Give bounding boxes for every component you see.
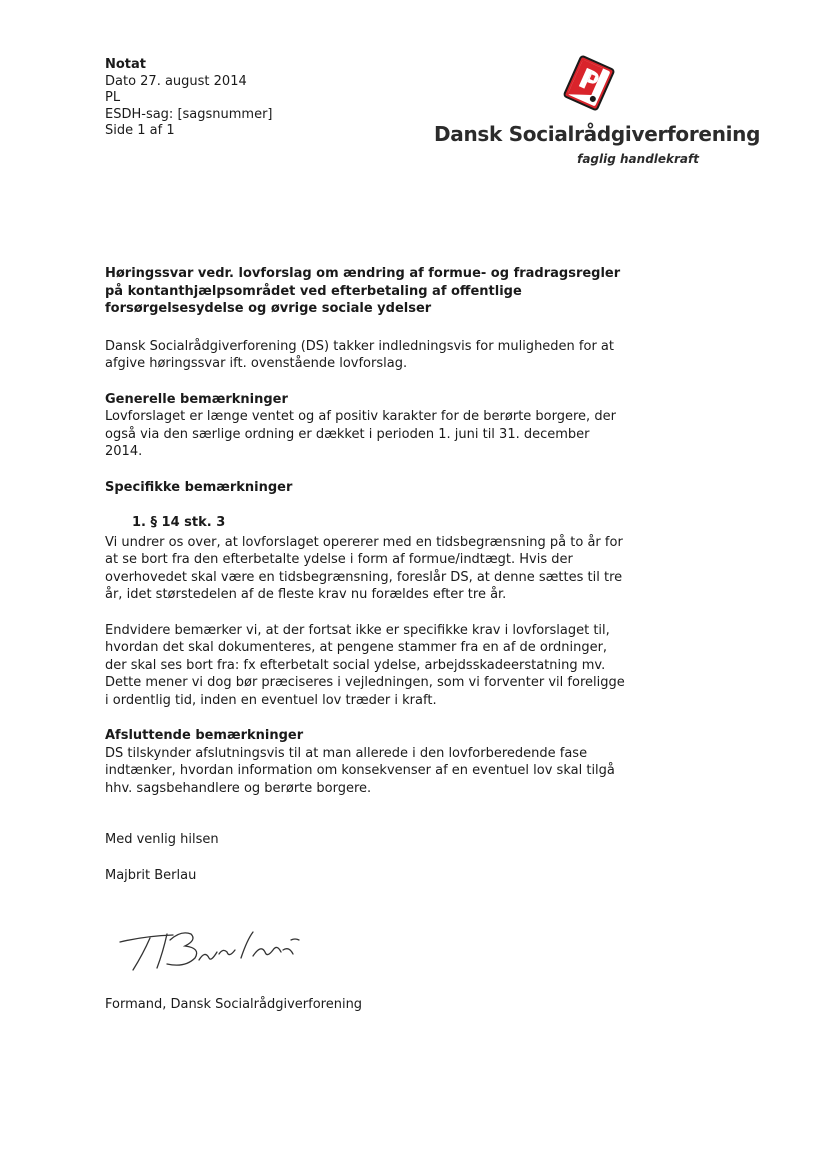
letter-body bbox=[105, 265, 625, 884]
doc-date: Dato 27. august 2014 bbox=[105, 73, 247, 89]
org-name: Dansk Socialrådgiverforening bbox=[434, 122, 761, 146]
specific-item-label: 1. § 14 stk. 3 bbox=[132, 515, 226, 530]
specific-paragraph-1: Vi undrer os over, at lovforslaget opererer med en tidsbegrænsning på to år for at se bort fra den efterbetalte ydelse i form af formue/indtægt. Hvis der overhovedet skal være en tidsbegrænsning, foreslår DS, at denne sættes til tre år, idet størstedelen af de fleste krav nu forældes efter tre år. bbox=[105, 534, 623, 602]
signer-name: Majbrit Berlau bbox=[105, 867, 197, 883]
document-meta bbox=[105, 57, 273, 140]
closing-greeting: Med venlig hilsen bbox=[105, 832, 219, 847]
letter-subject: Høringssvar vedr. lovforslag om ændring af formue- og fradragsregler på kontanthjælpsområdet ved efterbetaling af offentlige forsørgelsesydelse og øvrige sociale ydelser bbox=[105, 266, 621, 316]
doc-esdh: ESDH-sag: [sagsnummer] bbox=[105, 106, 273, 122]
specific-paragraph-2: Endvidere bemærker vi, at der fortsat ikke er specifikke krav i lovforslaget til, hvordan det skal dokumenteres, at pengene stammer fra en af de ordninger, der skal ses bort fra: fx efterbetalt social ydelse, arbejdsskadeerstatning mv. Dette mener vi dog bør præciseres i vejledningen, som vi forventer vil foreligge i ordentlig tid, inden en eventuel lov træder i kraft. bbox=[105, 622, 625, 708]
doc-page: Side 1 af 1 bbox=[105, 123, 175, 138]
general-heading: Generelle bemærkninger bbox=[105, 391, 288, 407]
signer-title: Formand, Dansk Socialrådgiverforening bbox=[105, 997, 363, 1012]
doc-type: Notat bbox=[105, 57, 147, 72]
general-paragraph: Lovforslaget er længe ventet og af positiv karakter for de berørte borgere, der også via den særlige ordning er dækket i perioden 1. juni til 31. december 2014. bbox=[105, 409, 616, 459]
intro-paragraph: Dansk Socialrådgiverforening (DS) takker indledningsvis for muligheden for at afgive høringssvar ift. ovenstående lovforslag. bbox=[105, 338, 614, 371]
doc-initials: PL bbox=[105, 90, 121, 105]
handwritten-signature-icon bbox=[115, 922, 355, 982]
org-tagline: faglig handlekraft bbox=[577, 152, 699, 166]
specific-heading: Specifikke bemærkninger bbox=[105, 479, 293, 495]
org-logo-icon bbox=[558, 53, 620, 113]
final-heading: Afsluttende bemærkninger bbox=[105, 728, 304, 743]
final-paragraph: DS tilskynder afslutningsvis til at man allerede i den lovforberedende fase indtænker, hvordan information om konsekvenser af en eventuel lov skal tilgå hhv. sagsbehandlere og berørte borgere. bbox=[105, 745, 615, 796]
